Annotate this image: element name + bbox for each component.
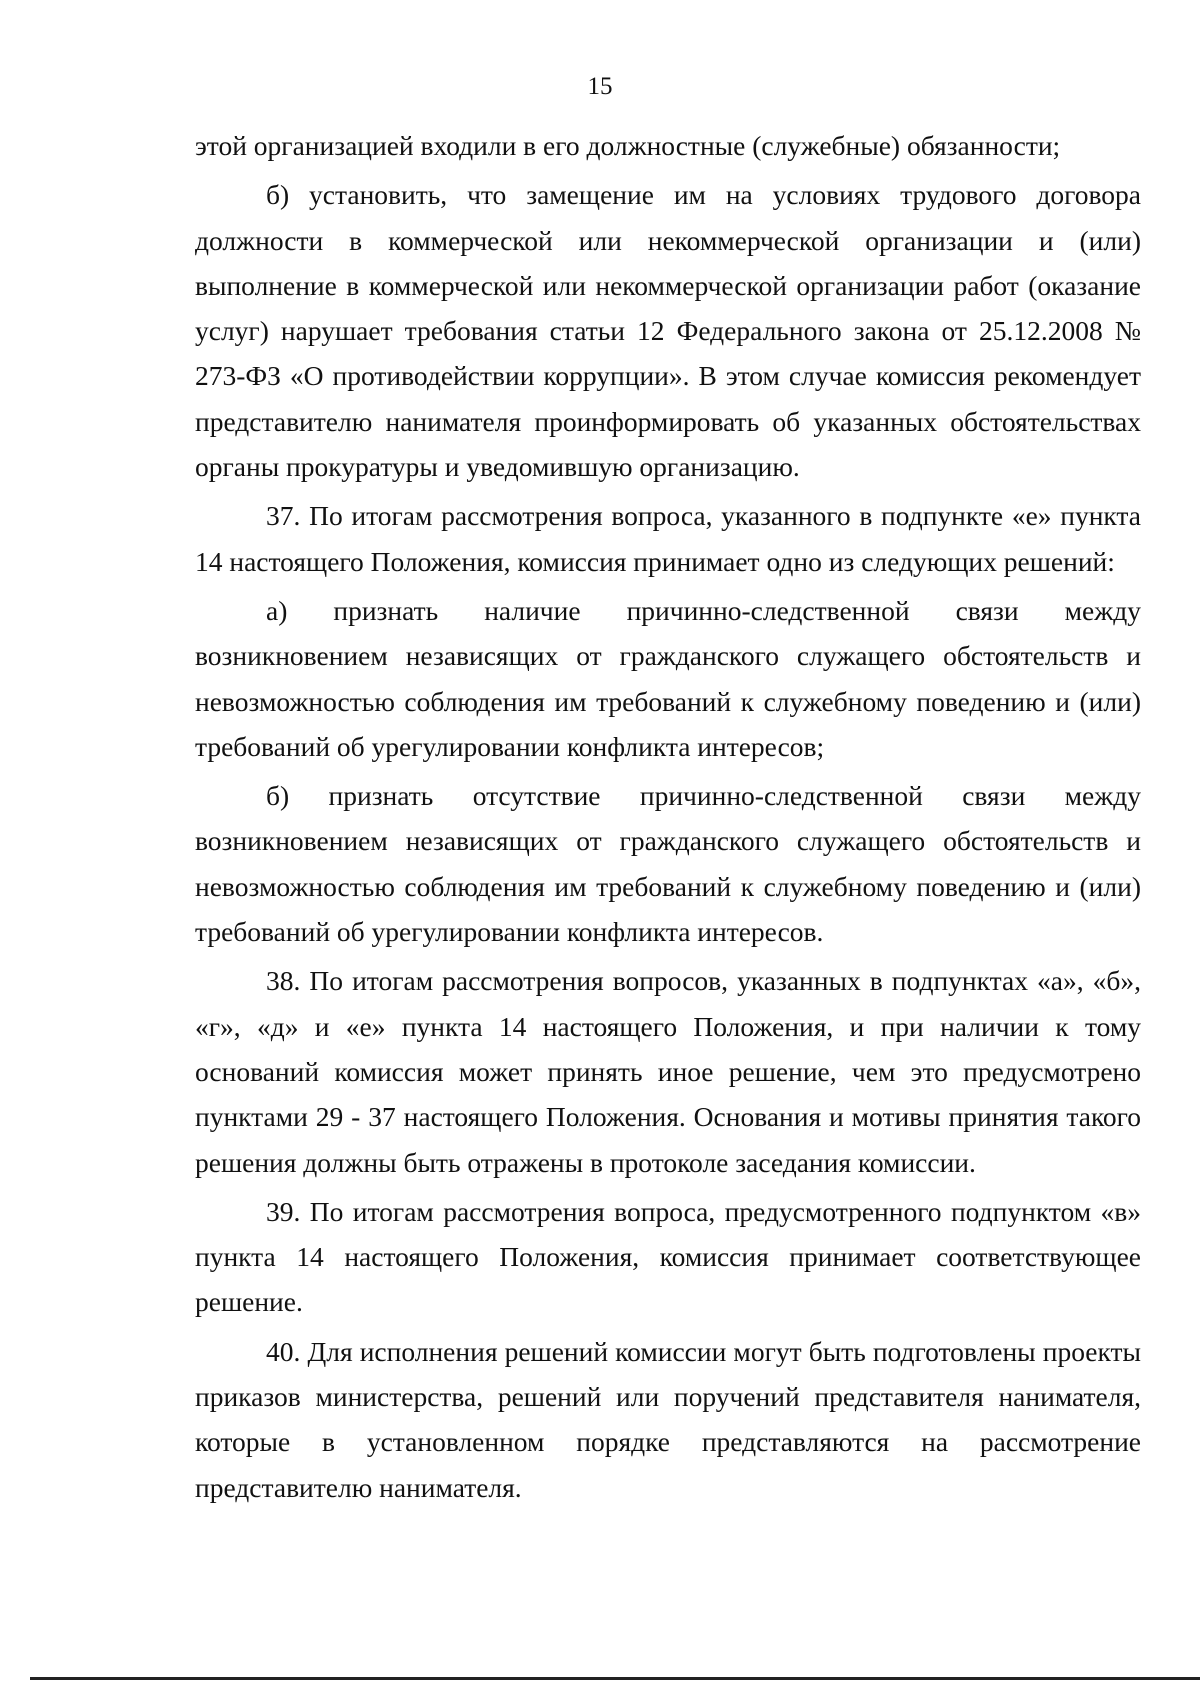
- paragraph-38: 38. По итогам рассмотрения вопросов, указанных в подпунктах «а», «б», «г», «д» и «е» пункта 14 настоящего Положения, и при наличии к тому оснований комиссия может принять иное решение, чем это предусмотрено пунктами 29 - 37 настоящего Положения. Основания и мотивы принятия такого решения должны быть отражены в протоколе заседания комиссии.: [195, 965, 1141, 1178]
- paragraph-37b: б) признать отсутствие причинно-следственной связи между возникновением независящих от гражданского служащего обстоятельств и невозможностью соблюдения им требований к служебному поведению и (или) требований об урегулировании конфликта интересов.: [195, 780, 1141, 948]
- page-number: 15: [587, 73, 613, 100]
- document-body: [195, 123, 1141, 1510]
- paragraph-37: 37. По итогам рассмотрения вопроса, указанного в подпункте «е» пункта 14 настоящего Положения, комиссия принимает одно из следующих решений:: [195, 500, 1141, 577]
- paragraph-36b: б) установить, что замещение им на условиях трудового договора должности в коммерческой или некоммерческой организации и (или) выполнение в коммерческой или некоммерческой организации работ (оказание услуг) нарушает требования статьи 12 Федерального закона от 25.12.2008 № 273-ФЗ «О противодействии коррупции». В этом случае комиссия рекомендует представителю нанимателя проинформировать об указанных обстоятельствах органы прокуратуры и уведомившую организацию.: [195, 179, 1141, 483]
- paragraph-continuation: этой организацией входили в его должностные (служебные) обязанности;: [195, 130, 1061, 161]
- bottom-rule: [30, 1677, 1200, 1680]
- paragraph-37a: а) признать наличие причинно-следственной связи между возникновением независящих от гражданского служащего обстоятельств и невозможностью соблюдения им требований к служебному поведению и (или) требований об урегулировании конфликта интересов;: [195, 594, 1141, 762]
- paragraph-40: 40. Для исполнения решений комиссии могут быть подготовлены проекты приказов министерства, решений или поручений представителя нанимателя, которые в установленном порядке представляются на рассмотрение представителю нанимателя.: [195, 1335, 1141, 1503]
- paragraph-39: 39. По итогам рассмотрения вопроса, предусмотренного подпунктом «в» пункта 14 настоящего Положения, комиссия принимает соответствующее решение.: [195, 1195, 1141, 1318]
